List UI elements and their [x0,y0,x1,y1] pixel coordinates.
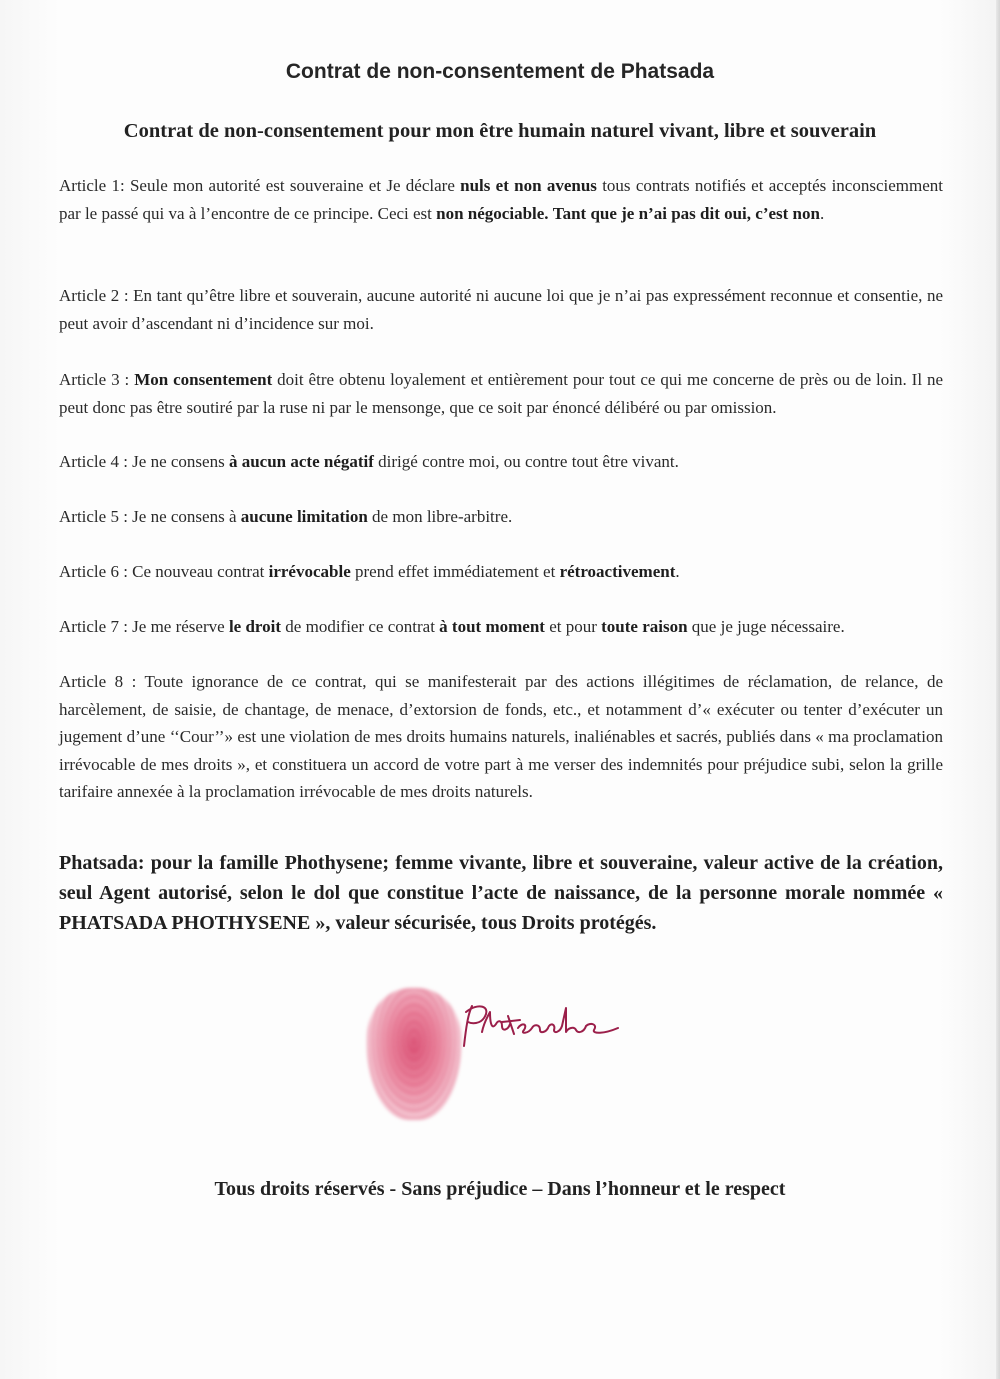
signature-ink [464,1006,618,1046]
fingerprint-stamp [367,988,461,1120]
handwritten-signature [458,998,628,1058]
article-2: Article 2 : En tant qu’être libre et souverain, aucune autorité ni aucune loi que je n’ai pas expressément reconnue et consentie, ne peut avoir d’ascendant ni d’incidence sur moi. [59,286,943,333]
article-6: Article 6 : Ce nouveau contrat irrévocable prend effet immédiatement et rétroactivement. [59,562,680,581]
article-7: Article 7 : Je me réserve le droit de modifier ce contrat à tout moment et pour toute raison que je juge nécessaire. [59,617,845,636]
article-5: Article 5 : Je ne consens à aucune limitation de mon libre-arbitre. [59,507,513,526]
document-subtitle: Contrat de non-consentement pour mon être humain naturel vivant, libre et souverain [123,120,877,142]
page-edge-shadow [996,0,1000,1379]
article-1: Article 1: Seule mon autorité est souveraine et Je déclare nuls et non avenus tous contrats notifiés et acceptés inconsciemment par le passé qui va à l’encontre de ce principe. Ceci est non négociable. Tant que je n’ai pas dit oui, c’est non. [59,176,943,223]
article-8: Article 8 : Toute ignorance de ce contrat, qui se manifesterait par des actions illégitimes de réclamation, de relance, de harcèlement, de saisie, de chantage, de menace, d’extorsion de fonds, etc., et notamment d’« exécuter ou tenter d’exécuter un jugement d’une ‘‘Cour’’» est une violation de mes droits humains naturels, inaliénables et sacrés, publiés dans « ma proclamation irrévocable de mes droits », et constituera un accord de votre part à me verser des indemnités pour préjudice subi, selon la grille tarifaire annexée à la proclamation irrévocable de mes droits naturels. [59,672,943,801]
article-4: Article 4 : Je ne consens à aucun acte négatif dirigé contre moi, ou contre tout être vivant. [59,452,679,471]
footer-closing: Tous droits réservés - Sans préjudice – Dans l’honneur et le respect [214,1178,786,1200]
signatory-declaration: Phatsada: pour la famille Phothysene; femme vivante, libre et souveraine, valeur active de la création, seul Agent autorisé, selon le dol que constitue l’acte de naissance, de la personne morale nommée « PHATSADA PHOTHYSENE », valeur sécurisée, tous Droits protégés. [59,852,943,934]
document-title: Contrat de non-consentement de Phatsada [285,60,715,83]
article-3: Article 3 : Mon consentement doit être obtenu loyalement et entièrement pour tout ce qui me concerne de près ou de loin. Il ne peut donc pas être soutiré par la ruse ni par le mensonge, que ce soit par énoncé délibéré ou par omission. [59,370,944,417]
